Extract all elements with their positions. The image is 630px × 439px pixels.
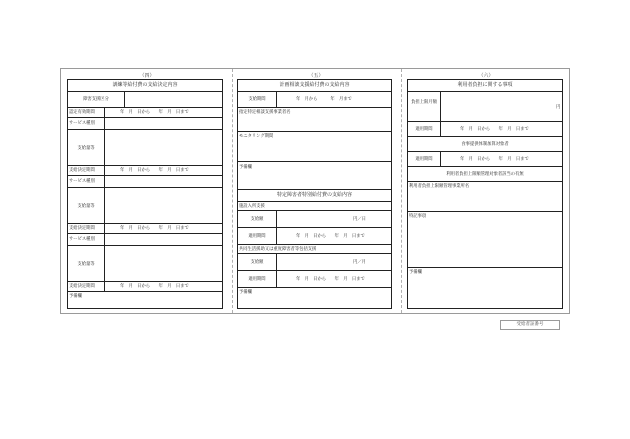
yen-unit: 円 (556, 105, 561, 110)
apply-period-label: 適用期間 (415, 157, 433, 162)
pay-amount-label: 支給額 (250, 260, 264, 265)
monitoring-label: モニタリング期間 (239, 134, 274, 139)
per-day-unit: 円／日 (353, 217, 366, 222)
notes-label: 予備欄 (409, 270, 422, 275)
apply-period-value: 年 月 日から 年 月 日まで (460, 127, 529, 132)
section-6-title: 利用者負担に関する事項 (457, 82, 513, 88)
cert-period-value: 年 月 日から 年 月 日まで (120, 110, 189, 115)
section-4-title: 訓練等給付費の支給決定内容 (112, 82, 178, 88)
recipient-number-box: 受給者証番号 (500, 320, 560, 330)
notes-label: 予備欄 (239, 290, 252, 295)
apply-period-value: 年 月 日から 年 月 日まで (296, 277, 365, 282)
section-6-panel (407, 79, 563, 309)
apply-period-value: 年 月 日から 年 月 日まで (296, 234, 365, 239)
disability-class-label: 障害支援区分 (83, 97, 109, 102)
fold-line (232, 69, 233, 313)
group-home-label: 共同生活援助又は重度障害者等包括支援 (239, 247, 317, 252)
apply-period-label: 適用期間 (415, 127, 433, 132)
decision-period-value: 年 月 日から 年 月 日まで (120, 168, 189, 173)
section-5-panel (237, 79, 392, 191)
section-5-sub-panel (237, 189, 392, 309)
apply-period-value: 年 月 日から 年 月 日まで (460, 157, 529, 162)
fold-line (401, 69, 402, 313)
meal-label: 食事提供体制加算対象者 (461, 142, 509, 147)
pay-amount-label: 支給額 (250, 217, 264, 222)
pay-period-value: 年 月から 年 月まで (296, 97, 352, 102)
notes-label: 予備欄 (69, 294, 82, 299)
cert-period-label: 認定有効期間 (69, 110, 95, 115)
mgmt-label: 利用者負担上限額管理対象者該当の有無 (446, 172, 524, 177)
svc-type-label: サービス種別 (69, 121, 95, 126)
decision-period-label: 支給決定期間 (69, 168, 95, 173)
section-5-sub-title: 特定障害者特別給付費の支給内容 (276, 192, 352, 198)
amount-label: 支給量等 (77, 204, 95, 209)
section-6-number: （六） (478, 73, 494, 79)
section-4-panel (67, 79, 223, 309)
apply-period-label: 適用期間 (248, 277, 266, 282)
decision-period-value: 年 月 日から 年 月 日まで (120, 284, 189, 289)
per-month-unit: 円／月 (353, 260, 366, 265)
section-5-title: 計画相談支援給付費の支給内容 (279, 82, 350, 88)
decision-period-label: 支給決定期間 (69, 284, 95, 289)
section-4-number: （四） (139, 73, 155, 79)
apply-period-label: 適用期間 (248, 234, 266, 239)
pay-period-label: 支給期間 (248, 97, 266, 102)
decision-period-value: 年 月 日から 年 月 日まで (120, 226, 189, 231)
amount-label: 支給量等 (77, 146, 95, 151)
svc-type-label: サービス種別 (69, 237, 95, 242)
certificate-sheet (60, 68, 570, 314)
amount-label: 支給量等 (77, 262, 95, 267)
office-label: 指定特定相談支援事業者名 (239, 110, 291, 115)
notes-label: 予備欄 (239, 165, 252, 170)
decision-period-label: 支給決定期間 (69, 226, 95, 231)
cap-monthly-label: 負担上限月額 (411, 100, 437, 105)
section-5-number: （五） (308, 73, 324, 79)
facility-label: 施設入所支援 (239, 204, 265, 209)
remarks-label: 特記事項 (409, 214, 427, 219)
mgmt-office-label: 利用者負担上限額管理事業所名 (409, 184, 470, 189)
svc-type-label: サービス種別 (69, 179, 95, 184)
